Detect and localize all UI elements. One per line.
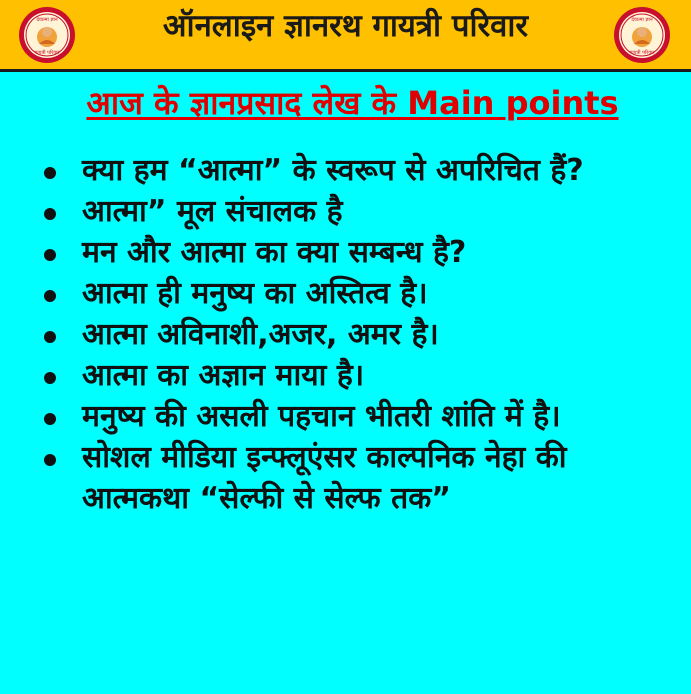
list-item bbox=[38, 437, 678, 519]
logo-emblem-right bbox=[613, 6, 671, 64]
point-text: आत्मा ही मनुष्य का अस्तित्व है। bbox=[82, 276, 428, 311]
header-bar bbox=[0, 0, 691, 72]
list-item bbox=[38, 314, 678, 355]
bullet-icon bbox=[44, 208, 56, 220]
bullet-icon bbox=[44, 290, 56, 302]
gayatri-logo-icon bbox=[613, 6, 671, 64]
list-item bbox=[38, 355, 678, 396]
logo-text-top: देवात्मा ज्ञान bbox=[36, 17, 58, 23]
main-points-list bbox=[38, 150, 678, 519]
point-text: सोशल मीडिया इन्फ्लूएंसर काल्पनिक नेहा की आत्मकथा “सेल्फी से सेल्फ तक” bbox=[82, 440, 567, 516]
logo-text-bottom: गायत्री परिवार bbox=[34, 50, 60, 56]
point-text: आत्मा अविनाशी,अजर, अमर है। bbox=[82, 317, 439, 352]
bullet-icon bbox=[44, 372, 56, 384]
list-item bbox=[38, 191, 678, 232]
logo-text-bottom: गायत्री परिवार bbox=[629, 50, 655, 56]
section-heading: आज के ज्ञानप्रसाद लेख के Main points bbox=[86, 84, 619, 122]
point-text: आत्मा का अज्ञान माया है। bbox=[82, 358, 365, 393]
logo-text-top: देवात्मा ज्ञान bbox=[631, 17, 653, 23]
point-text: मन और आत्मा का क्या सम्बन्ध है? bbox=[82, 235, 467, 270]
bullet-icon bbox=[44, 454, 56, 466]
point-text: क्या हम “आत्मा” के स्वरूप से अपरिचित हैं? bbox=[82, 153, 584, 188]
logo-emblem-left bbox=[18, 6, 76, 64]
list-item bbox=[38, 396, 678, 437]
point-text: आत्मा” मूल संचालक है bbox=[82, 194, 343, 229]
list-item bbox=[38, 273, 678, 314]
list-item bbox=[38, 150, 678, 191]
list-item bbox=[38, 232, 678, 273]
gayatri-logo-icon bbox=[18, 6, 76, 64]
bullet-icon bbox=[44, 413, 56, 425]
page-title: ऑनलाइन ज्ञानरथ गायत्री परिवार bbox=[162, 8, 529, 44]
bullet-icon bbox=[44, 249, 56, 261]
bullet-icon bbox=[44, 331, 56, 343]
bullet-icon bbox=[44, 167, 56, 179]
point-text: मनुष्य की असली पहचान भीतरी शांति में है। bbox=[82, 399, 561, 434]
